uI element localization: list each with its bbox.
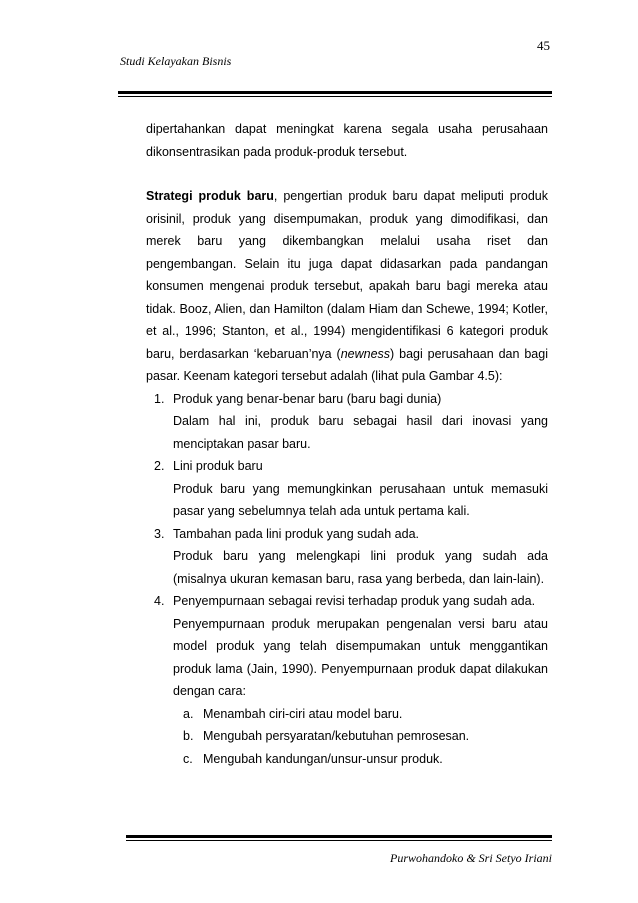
- list-item-body: Produk baru yang melengkapi lini produk yang sudah ada (misalnya ukuran kemasan baru, rasa yang berbeda, dan lain-lain).: [173, 549, 548, 586]
- page-number: 45: [537, 38, 550, 53]
- list-item-body: Produk baru yang memungkinkan perusahaan untuk memasuki pasar yang sebelumnya telah ada untuk pertama kali.: [173, 481, 548, 518]
- sublist-item: [173, 748, 548, 771]
- paragraph-new-product-strategy: [146, 185, 548, 388]
- category-list: [146, 388, 548, 771]
- term-newness: newness: [340, 346, 391, 361]
- list-item-number: 3.: [154, 526, 165, 541]
- sublist-item: [173, 725, 548, 748]
- sublist-item-text: Mengubah kandungan/unsur-unsur produk.: [203, 751, 443, 766]
- header-rule-thick: [118, 91, 552, 94]
- list-item: [146, 455, 548, 523]
- sublist-item: [173, 703, 548, 726]
- term-strategi-produk-baru: Strategi produk baru: [146, 189, 274, 203]
- sublist-item-letter: a.: [183, 706, 194, 721]
- list-item-title: Lini produk baru: [173, 459, 263, 473]
- paragraph-text-b: ) bagi perusahaan dan bagi pasar. Keenam kategori tersebut adalah (lihat pula Gambar 4.5):: [146, 346, 548, 383]
- list-item-body: Penyempurnaan produk merupakan pengenalan versi baru atau model produk yang telah disempumakan untuk menggantikan produk lama (Jain, 1990). Penyempurnaan produk dapat dilakukan dengan cara:: [173, 616, 548, 698]
- header-rule-thin: [118, 96, 552, 97]
- paragraph-gap: [146, 163, 548, 185]
- sublist-item-text: Menambah ciri-ciri atau model baru.: [203, 706, 403, 721]
- sublist-item-letter: b.: [183, 729, 194, 743]
- running-title: Studi Kelayakan Bisnis: [120, 54, 232, 68]
- sublist-item-letter: c.: [183, 751, 193, 766]
- list-item-number: 4.: [154, 594, 165, 608]
- paragraph-text-a: , pengertian produk baru dapat meliputi produk orisinil, produk yang disempumakan, produk yang dimodifikasi, dan merek baru yang dikembangkan melalui usaha riset dan pengembangan. Selain itu juga dapat didasarkan pada pandangan konsumen mengenai produk tersebut, apakah baru bagi mereka atau tidak. Booz, Alien, dan Hamilton (dalam Hiam dan Schewe, 1994; Kotler, et al., 1996; Stanton, et al., 1994) mengidentifikasi 6 kategori produk baru, berdasarkan ‘kebaruan’nya (: [146, 189, 548, 361]
- list-item-body: Dalam hal ini, produk baru sebagai hasil dari inovasi yang menciptakan pasar baru.: [173, 414, 548, 451]
- list-item-title: Tambahan pada lini produk yang sudah ada.: [173, 526, 420, 541]
- list-item-title: Produk yang benar-benar baru (baru bagi dunia): [173, 391, 442, 406]
- list-item-title: Penyempurnaan sebagai revisi terhadap produk yang sudah ada.: [173, 594, 536, 608]
- list-item: [146, 590, 548, 770]
- sublist-item-text: Mengubah persyaratan/kebutuhan pemrosesan.: [203, 729, 470, 743]
- footer-authors: Purwohandoko & Sri Setyo Iriani: [390, 851, 552, 865]
- list-item: [146, 388, 548, 456]
- list-item-number: 1.: [154, 391, 165, 406]
- sublist: [173, 703, 548, 771]
- page-body: [146, 118, 548, 770]
- paragraph-intro: dipertahankan dapat meningkat karena segala usaha perusahaan dikonsentrasikan pada produk-produk tersebut.: [146, 122, 548, 159]
- list-item-number: 2.: [154, 459, 165, 473]
- list-item: [146, 523, 548, 591]
- footer-rule-thick: [126, 835, 552, 838]
- footer-rule-thin: [126, 840, 552, 841]
